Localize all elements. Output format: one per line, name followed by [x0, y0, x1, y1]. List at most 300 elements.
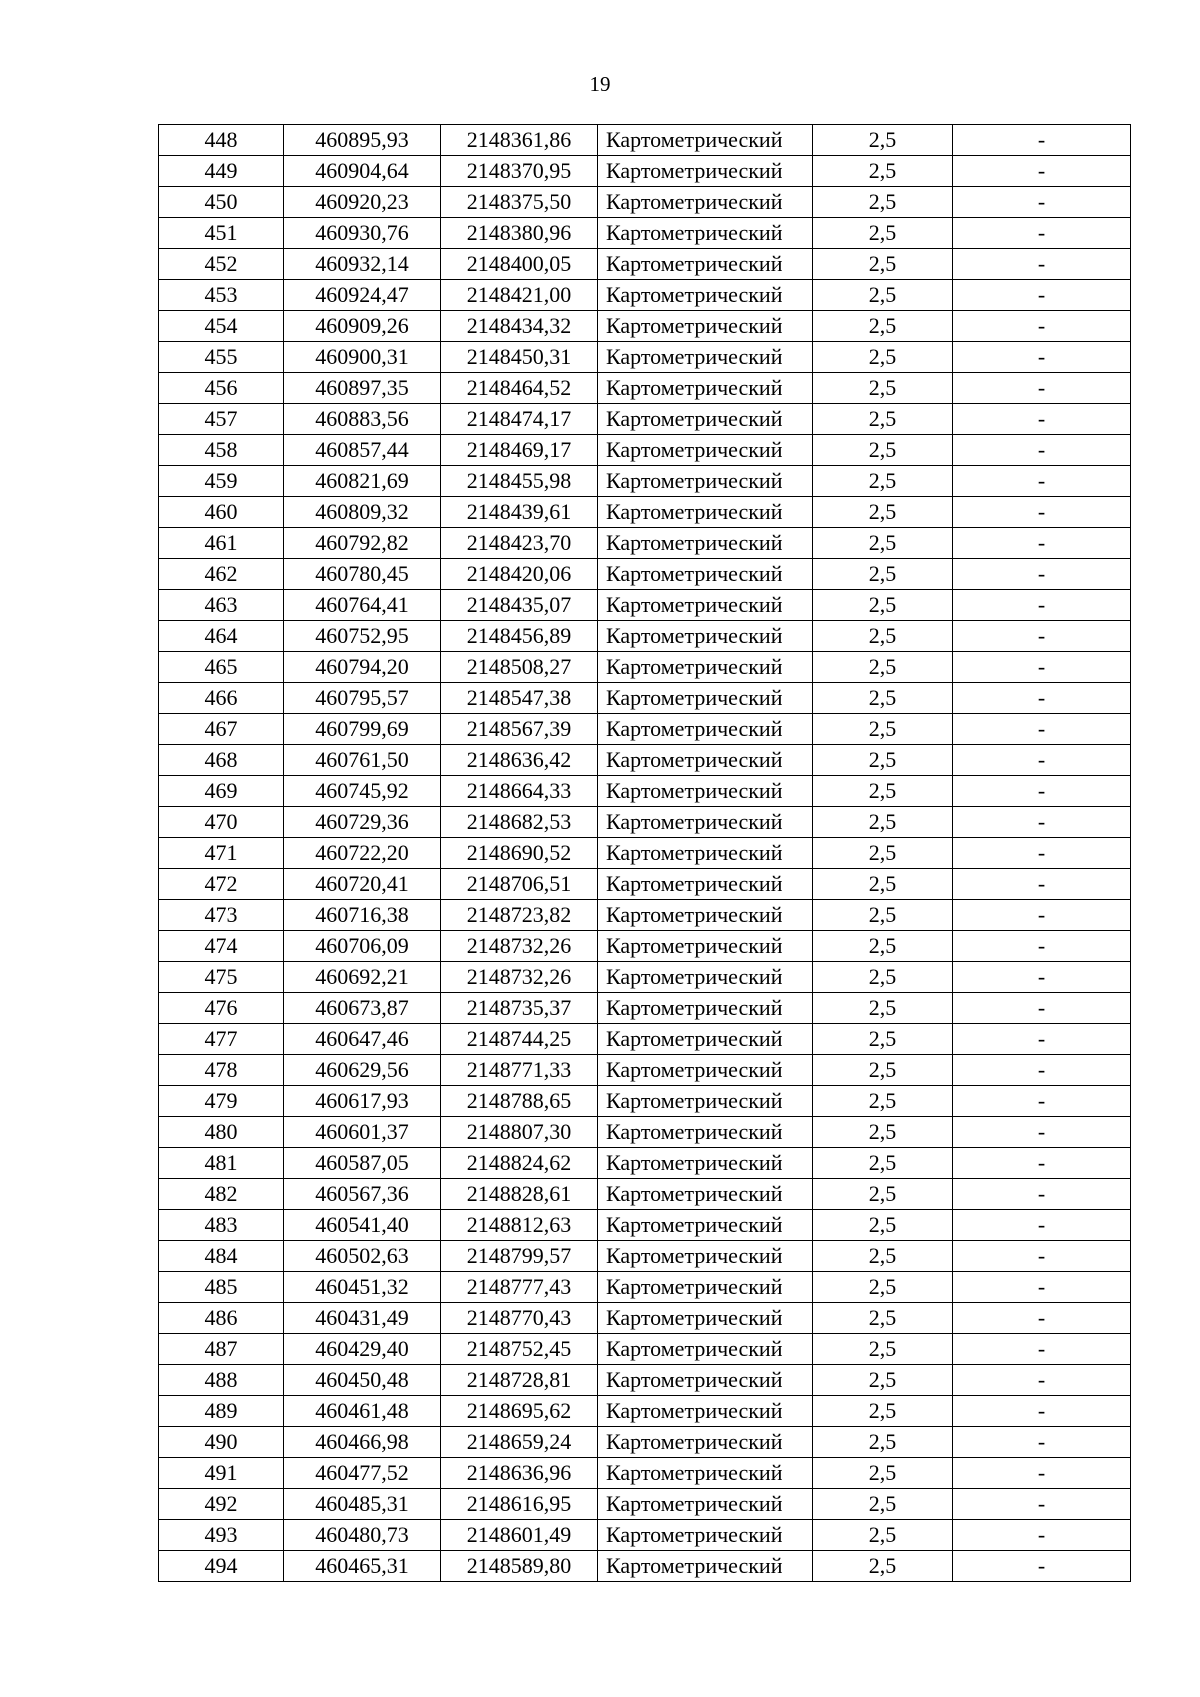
y-coordinate-cell: 2148616,95 — [441, 1489, 598, 1520]
y-coordinate-cell: 2148420,06 — [441, 559, 598, 590]
table-row — [159, 776, 1131, 807]
accuracy-cell: 2,5 — [813, 745, 953, 776]
accuracy-cell: 2,5 — [813, 1055, 953, 1086]
table-row — [159, 1458, 1131, 1489]
accuracy-cell: 2,5 — [813, 1148, 953, 1179]
table-row — [159, 187, 1131, 218]
point-number-cell: 451 — [159, 218, 284, 249]
description-cell: - — [953, 1303, 1131, 1334]
point-number-cell: 483 — [159, 1210, 284, 1241]
table-row — [159, 249, 1131, 280]
method-cell: Картометрический — [598, 1148, 813, 1179]
method-cell: Картометрический — [598, 1427, 813, 1458]
x-coordinate-cell: 460466,98 — [284, 1427, 441, 1458]
y-coordinate-cell: 2148723,82 — [441, 900, 598, 931]
method-cell: Картометрический — [598, 125, 813, 156]
x-coordinate-cell: 460895,93 — [284, 125, 441, 156]
point-number-cell: 455 — [159, 342, 284, 373]
y-coordinate-cell: 2148464,52 — [441, 373, 598, 404]
accuracy-cell: 2,5 — [813, 497, 953, 528]
table-row — [159, 1272, 1131, 1303]
accuracy-cell: 2,5 — [813, 1117, 953, 1148]
point-number-cell: 486 — [159, 1303, 284, 1334]
table-row — [159, 900, 1131, 931]
method-cell: Картометрический — [598, 1334, 813, 1365]
accuracy-cell: 2,5 — [813, 1520, 953, 1551]
method-cell: Картометрический — [598, 1520, 813, 1551]
accuracy-cell: 2,5 — [813, 1551, 953, 1582]
description-cell: - — [953, 528, 1131, 559]
point-number-cell: 472 — [159, 869, 284, 900]
point-number-cell: 488 — [159, 1365, 284, 1396]
y-coordinate-cell: 2148423,70 — [441, 528, 598, 559]
table-row — [159, 1148, 1131, 1179]
table-row — [159, 1241, 1131, 1272]
point-number-cell: 485 — [159, 1272, 284, 1303]
accuracy-cell: 2,5 — [813, 1365, 953, 1396]
method-cell: Картометрический — [598, 652, 813, 683]
x-coordinate-cell: 460897,35 — [284, 373, 441, 404]
description-cell: - — [953, 280, 1131, 311]
point-number-cell: 490 — [159, 1427, 284, 1458]
x-coordinate-cell: 460477,52 — [284, 1458, 441, 1489]
description-cell: - — [953, 559, 1131, 590]
y-coordinate-cell: 2148659,24 — [441, 1427, 598, 1458]
x-coordinate-cell: 460792,82 — [284, 528, 441, 559]
y-coordinate-cell: 2148812,63 — [441, 1210, 598, 1241]
table-row — [159, 838, 1131, 869]
method-cell: Картометрический — [598, 962, 813, 993]
table-row — [159, 342, 1131, 373]
y-coordinate-cell: 2148455,98 — [441, 466, 598, 497]
point-number-cell: 474 — [159, 931, 284, 962]
y-coordinate-cell: 2148728,81 — [441, 1365, 598, 1396]
accuracy-cell: 2,5 — [813, 621, 953, 652]
point-number-cell: 453 — [159, 280, 284, 311]
description-cell: - — [953, 1334, 1131, 1365]
table-row — [159, 683, 1131, 714]
description-cell: - — [953, 869, 1131, 900]
accuracy-cell: 2,5 — [813, 1303, 953, 1334]
point-number-cell: 456 — [159, 373, 284, 404]
x-coordinate-cell: 460567,36 — [284, 1179, 441, 1210]
description-cell: - — [953, 1551, 1131, 1582]
accuracy-cell: 2,5 — [813, 1272, 953, 1303]
x-coordinate-cell: 460485,31 — [284, 1489, 441, 1520]
x-coordinate-cell: 460461,48 — [284, 1396, 441, 1427]
point-number-cell: 469 — [159, 776, 284, 807]
accuracy-cell: 2,5 — [813, 435, 953, 466]
x-coordinate-cell: 460900,31 — [284, 342, 441, 373]
description-cell: - — [953, 404, 1131, 435]
x-coordinate-cell: 460780,45 — [284, 559, 441, 590]
x-coordinate-cell: 460920,23 — [284, 187, 441, 218]
point-number-cell: 452 — [159, 249, 284, 280]
table-row — [159, 466, 1131, 497]
accuracy-cell: 2,5 — [813, 683, 953, 714]
x-coordinate-cell: 460761,50 — [284, 745, 441, 776]
x-coordinate-cell: 460930,76 — [284, 218, 441, 249]
method-cell: Картометрический — [598, 1489, 813, 1520]
point-number-cell: 465 — [159, 652, 284, 683]
method-cell: Картометрический — [598, 1396, 813, 1427]
description-cell: - — [953, 1396, 1131, 1427]
x-coordinate-cell: 460617,93 — [284, 1086, 441, 1117]
description-cell: - — [953, 1458, 1131, 1489]
table-row — [159, 373, 1131, 404]
accuracy-cell: 2,5 — [813, 1024, 953, 1055]
description-cell: - — [953, 435, 1131, 466]
point-number-cell: 484 — [159, 1241, 284, 1272]
method-cell: Картометрический — [598, 404, 813, 435]
y-coordinate-cell: 2148777,43 — [441, 1272, 598, 1303]
accuracy-cell: 2,5 — [813, 466, 953, 497]
method-cell: Картометрический — [598, 1241, 813, 1272]
x-coordinate-cell: 460587,05 — [284, 1148, 441, 1179]
method-cell: Картометрический — [598, 900, 813, 931]
accuracy-cell: 2,5 — [813, 1241, 953, 1272]
x-coordinate-cell: 460883,56 — [284, 404, 441, 435]
table-row — [159, 1210, 1131, 1241]
accuracy-cell: 2,5 — [813, 776, 953, 807]
accuracy-cell: 2,5 — [813, 528, 953, 559]
accuracy-cell: 2,5 — [813, 280, 953, 311]
y-coordinate-cell: 2148589,80 — [441, 1551, 598, 1582]
table-row — [159, 1520, 1131, 1551]
y-coordinate-cell: 2148695,62 — [441, 1396, 598, 1427]
method-cell: Картометрический — [598, 1551, 813, 1582]
method-cell: Картометрический — [598, 1303, 813, 1334]
point-number-cell: 473 — [159, 900, 284, 931]
method-cell: Картометрический — [598, 373, 813, 404]
description-cell: - — [953, 1210, 1131, 1241]
point-number-cell: 464 — [159, 621, 284, 652]
table-row — [159, 1179, 1131, 1210]
y-coordinate-cell: 2148400,05 — [441, 249, 598, 280]
description-cell: - — [953, 621, 1131, 652]
table-row — [159, 1303, 1131, 1334]
x-coordinate-cell: 460692,21 — [284, 962, 441, 993]
x-coordinate-cell: 460480,73 — [284, 1520, 441, 1551]
point-number-cell: 468 — [159, 745, 284, 776]
point-number-cell: 491 — [159, 1458, 284, 1489]
table-row — [159, 621, 1131, 652]
point-number-cell: 459 — [159, 466, 284, 497]
y-coordinate-cell: 2148770,43 — [441, 1303, 598, 1334]
description-cell: - — [953, 466, 1131, 497]
x-coordinate-cell: 460429,40 — [284, 1334, 441, 1365]
x-coordinate-cell: 460729,36 — [284, 807, 441, 838]
point-number-cell: 457 — [159, 404, 284, 435]
x-coordinate-cell: 460795,57 — [284, 683, 441, 714]
description-cell: - — [953, 373, 1131, 404]
point-number-cell: 478 — [159, 1055, 284, 1086]
y-coordinate-cell: 2148456,89 — [441, 621, 598, 652]
method-cell: Картометрический — [598, 1024, 813, 1055]
x-coordinate-cell: 460722,20 — [284, 838, 441, 869]
table-row — [159, 590, 1131, 621]
accuracy-cell: 2,5 — [813, 993, 953, 1024]
y-coordinate-cell: 2148807,30 — [441, 1117, 598, 1148]
table-row — [159, 156, 1131, 187]
table-row — [159, 218, 1131, 249]
point-number-cell: 475 — [159, 962, 284, 993]
y-coordinate-cell: 2148601,49 — [441, 1520, 598, 1551]
point-number-cell: 492 — [159, 1489, 284, 1520]
description-cell: - — [953, 1427, 1131, 1458]
description-cell: - — [953, 1086, 1131, 1117]
description-cell: - — [953, 900, 1131, 931]
accuracy-cell: 2,5 — [813, 187, 953, 218]
description-cell: - — [953, 1055, 1131, 1086]
description-cell: - — [953, 931, 1131, 962]
accuracy-cell: 2,5 — [813, 373, 953, 404]
point-number-cell: 463 — [159, 590, 284, 621]
accuracy-cell: 2,5 — [813, 311, 953, 342]
point-number-cell: 477 — [159, 1024, 284, 1055]
point-number-cell: 466 — [159, 683, 284, 714]
x-coordinate-cell: 460745,92 — [284, 776, 441, 807]
y-coordinate-cell: 2148421,00 — [441, 280, 598, 311]
point-number-cell: 482 — [159, 1179, 284, 1210]
description-cell: - — [953, 993, 1131, 1024]
description-cell: - — [953, 342, 1131, 373]
table-row — [159, 1117, 1131, 1148]
x-coordinate-cell: 460904,64 — [284, 156, 441, 187]
method-cell: Картометрический — [598, 590, 813, 621]
method-cell: Картометрический — [598, 838, 813, 869]
y-coordinate-cell: 2148752,45 — [441, 1334, 598, 1365]
point-number-cell: 493 — [159, 1520, 284, 1551]
description-cell: - — [953, 1520, 1131, 1551]
table-row — [159, 807, 1131, 838]
accuracy-cell: 2,5 — [813, 838, 953, 869]
description-cell: - — [953, 962, 1131, 993]
table-row — [159, 1365, 1131, 1396]
x-coordinate-cell: 460932,14 — [284, 249, 441, 280]
y-coordinate-cell: 2148547,38 — [441, 683, 598, 714]
table-row — [159, 931, 1131, 962]
method-cell: Картометрический — [598, 1086, 813, 1117]
accuracy-cell: 2,5 — [813, 125, 953, 156]
table-row — [159, 714, 1131, 745]
x-coordinate-cell: 460909,26 — [284, 311, 441, 342]
x-coordinate-cell: 460601,37 — [284, 1117, 441, 1148]
description-cell: - — [953, 1489, 1131, 1520]
method-cell: Картометрический — [598, 187, 813, 218]
method-cell: Картометрический — [598, 993, 813, 1024]
table-row — [159, 404, 1131, 435]
method-cell: Картометрический — [598, 559, 813, 590]
x-coordinate-cell: 460629,56 — [284, 1055, 441, 1086]
description-cell: - — [953, 683, 1131, 714]
x-coordinate-cell: 460465,31 — [284, 1551, 441, 1582]
method-cell: Картометрический — [598, 528, 813, 559]
table-row — [159, 311, 1131, 342]
point-number-cell: 481 — [159, 1148, 284, 1179]
method-cell: Картометрический — [598, 745, 813, 776]
y-coordinate-cell: 2148732,26 — [441, 931, 598, 962]
accuracy-cell: 2,5 — [813, 590, 953, 621]
y-coordinate-cell: 2148380,96 — [441, 218, 598, 249]
description-cell: - — [953, 218, 1131, 249]
method-cell: Картометрический — [598, 869, 813, 900]
method-cell: Картометрический — [598, 714, 813, 745]
y-coordinate-cell: 2148824,62 — [441, 1148, 598, 1179]
table-row — [159, 1551, 1131, 1582]
description-cell: - — [953, 776, 1131, 807]
y-coordinate-cell: 2148636,96 — [441, 1458, 598, 1489]
method-cell: Картометрический — [598, 1210, 813, 1241]
accuracy-cell: 2,5 — [813, 404, 953, 435]
method-cell: Картометрический — [598, 621, 813, 652]
point-number-cell: 449 — [159, 156, 284, 187]
table-row — [159, 993, 1131, 1024]
y-coordinate-cell: 2148434,32 — [441, 311, 598, 342]
point-number-cell: 489 — [159, 1396, 284, 1427]
x-coordinate-cell: 460502,63 — [284, 1241, 441, 1272]
y-coordinate-cell: 2148706,51 — [441, 869, 598, 900]
description-cell: - — [953, 590, 1131, 621]
y-coordinate-cell: 2148735,37 — [441, 993, 598, 1024]
description-cell: - — [953, 1272, 1131, 1303]
accuracy-cell: 2,5 — [813, 652, 953, 683]
table-row — [159, 559, 1131, 590]
method-cell: Картометрический — [598, 1458, 813, 1489]
method-cell: Картометрический — [598, 435, 813, 466]
table-row — [159, 1086, 1131, 1117]
point-number-cell: 461 — [159, 528, 284, 559]
y-coordinate-cell: 2148567,39 — [441, 714, 598, 745]
table-row — [159, 1427, 1131, 1458]
description-cell: - — [953, 1241, 1131, 1272]
x-coordinate-cell: 460451,32 — [284, 1272, 441, 1303]
x-coordinate-cell: 460706,09 — [284, 931, 441, 962]
accuracy-cell: 2,5 — [813, 1179, 953, 1210]
accuracy-cell: 2,5 — [813, 900, 953, 931]
y-coordinate-cell: 2148799,57 — [441, 1241, 598, 1272]
accuracy-cell: 2,5 — [813, 156, 953, 187]
description-cell: - — [953, 311, 1131, 342]
y-coordinate-cell: 2148788,65 — [441, 1086, 598, 1117]
x-coordinate-cell: 460764,41 — [284, 590, 441, 621]
y-coordinate-cell: 2148439,61 — [441, 497, 598, 528]
method-cell: Картометрический — [598, 1272, 813, 1303]
x-coordinate-cell: 460673,87 — [284, 993, 441, 1024]
accuracy-cell: 2,5 — [813, 931, 953, 962]
y-coordinate-cell: 2148508,27 — [441, 652, 598, 683]
y-coordinate-cell: 2148435,07 — [441, 590, 598, 621]
y-coordinate-cell: 2148375,50 — [441, 187, 598, 218]
description-cell: - — [953, 1179, 1131, 1210]
y-coordinate-cell: 2148771,33 — [441, 1055, 598, 1086]
method-cell: Картометрический — [598, 1179, 813, 1210]
description-cell: - — [953, 652, 1131, 683]
table-row — [159, 1334, 1131, 1365]
method-cell: Картометрический — [598, 1055, 813, 1086]
description-cell: - — [953, 1365, 1131, 1396]
table-row — [159, 497, 1131, 528]
accuracy-cell: 2,5 — [813, 1396, 953, 1427]
method-cell: Картометрический — [598, 807, 813, 838]
coordinates-table — [158, 124, 1131, 1582]
y-coordinate-cell: 2148636,42 — [441, 745, 598, 776]
x-coordinate-cell: 460794,20 — [284, 652, 441, 683]
table-row — [159, 652, 1131, 683]
method-cell: Картометрический — [598, 466, 813, 497]
x-coordinate-cell: 460720,41 — [284, 869, 441, 900]
description-cell: - — [953, 807, 1131, 838]
method-cell: Картометрический — [598, 156, 813, 187]
point-number-cell: 479 — [159, 1086, 284, 1117]
accuracy-cell: 2,5 — [813, 218, 953, 249]
point-number-cell: 460 — [159, 497, 284, 528]
description-cell: - — [953, 249, 1131, 280]
x-coordinate-cell: 460809,32 — [284, 497, 441, 528]
point-number-cell: 476 — [159, 993, 284, 1024]
accuracy-cell: 2,5 — [813, 807, 953, 838]
accuracy-cell: 2,5 — [813, 869, 953, 900]
description-cell: - — [953, 156, 1131, 187]
point-number-cell: 470 — [159, 807, 284, 838]
table-row — [159, 280, 1131, 311]
method-cell: Картометрический — [598, 342, 813, 373]
point-number-cell: 448 — [159, 125, 284, 156]
description-cell: - — [953, 714, 1131, 745]
accuracy-cell: 2,5 — [813, 249, 953, 280]
description-cell: - — [953, 1148, 1131, 1179]
table-row — [159, 1396, 1131, 1427]
coordinates-table-body — [159, 125, 1131, 1582]
point-number-cell: 471 — [159, 838, 284, 869]
page-number: 19 — [589, 72, 611, 96]
table-row — [159, 745, 1131, 776]
method-cell: Картометрический — [598, 776, 813, 807]
x-coordinate-cell: 460541,40 — [284, 1210, 441, 1241]
point-number-cell: 480 — [159, 1117, 284, 1148]
table-row — [159, 962, 1131, 993]
accuracy-cell: 2,5 — [813, 1427, 953, 1458]
y-coordinate-cell: 2148828,61 — [441, 1179, 598, 1210]
y-coordinate-cell: 2148682,53 — [441, 807, 598, 838]
accuracy-cell: 2,5 — [813, 1458, 953, 1489]
y-coordinate-cell: 2148732,26 — [441, 962, 598, 993]
method-cell: Картометрический — [598, 683, 813, 714]
point-number-cell: 450 — [159, 187, 284, 218]
y-coordinate-cell: 2148664,33 — [441, 776, 598, 807]
accuracy-cell: 2,5 — [813, 1210, 953, 1241]
x-coordinate-cell: 460821,69 — [284, 466, 441, 497]
table-row — [159, 1024, 1131, 1055]
point-number-cell: 462 — [159, 559, 284, 590]
table-row — [159, 869, 1131, 900]
point-number-cell: 458 — [159, 435, 284, 466]
y-coordinate-cell: 2148744,25 — [441, 1024, 598, 1055]
description-cell: - — [953, 745, 1131, 776]
y-coordinate-cell: 2148450,31 — [441, 342, 598, 373]
x-coordinate-cell: 460431,49 — [284, 1303, 441, 1334]
description-cell: - — [953, 125, 1131, 156]
accuracy-cell: 2,5 — [813, 559, 953, 590]
accuracy-cell: 2,5 — [813, 1489, 953, 1520]
point-number-cell: 487 — [159, 1334, 284, 1365]
x-coordinate-cell: 460752,95 — [284, 621, 441, 652]
x-coordinate-cell: 460924,47 — [284, 280, 441, 311]
description-cell: - — [953, 497, 1131, 528]
method-cell: Картометрический — [598, 1365, 813, 1396]
x-coordinate-cell: 460857,44 — [284, 435, 441, 466]
method-cell: Картометрический — [598, 497, 813, 528]
